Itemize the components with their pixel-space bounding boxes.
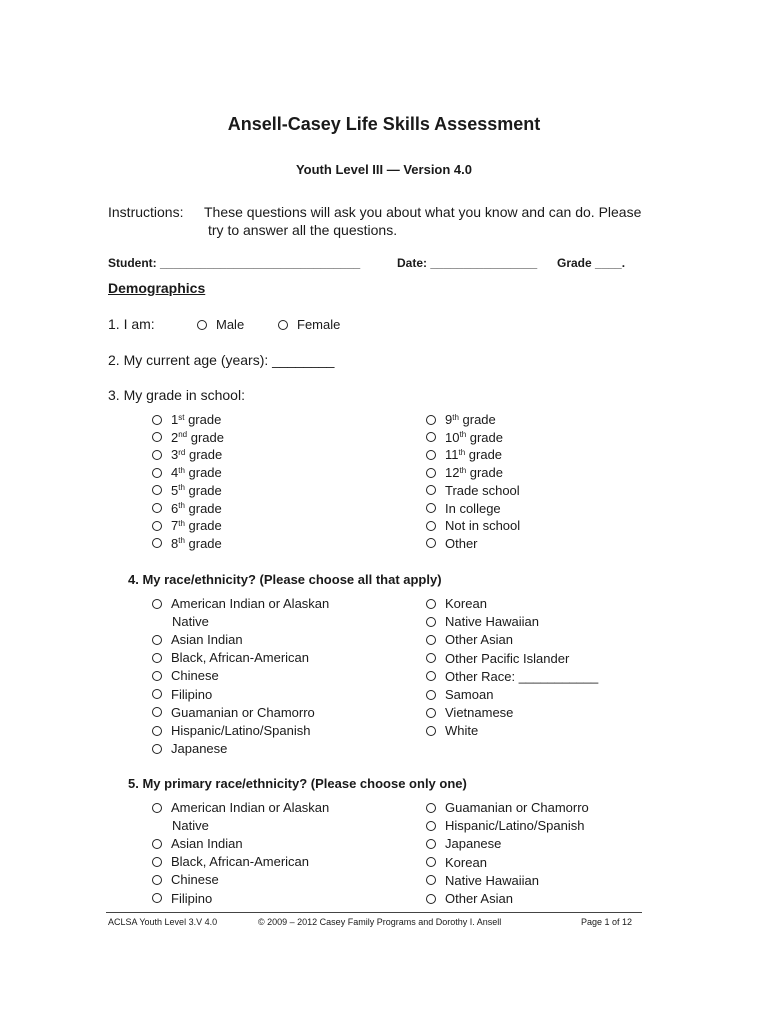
instructions-line-1: These questions will ask you about what you know and can do. Please [204, 204, 642, 220]
radio-icon[interactable] [426, 653, 436, 663]
radio-icon[interactable] [152, 485, 162, 495]
q5-option-american-indian-cont: Native [172, 818, 209, 833]
grade-field[interactable]: Grade ____. [557, 256, 626, 270]
q4-option-guamanian-or-chamorro[interactable]: Guamanian or Chamorro [152, 705, 315, 720]
q5-option-japanese[interactable]: Japanese [426, 836, 501, 851]
q5-option-hispanic-latino-spanish[interactable]: Hispanic/Latino/Spanish [426, 818, 584, 833]
radio-icon[interactable] [152, 521, 162, 531]
student-field[interactable]: Student: ______________________________ [108, 256, 361, 270]
q1-option-female[interactable]: Female [278, 317, 340, 332]
q3-option-7th-grade[interactable]: 7 $^{th}$ grade [152, 518, 222, 533]
radio-icon[interactable] [426, 726, 436, 736]
q4-option-chinese[interactable]: Chinese [152, 668, 219, 683]
q4-option-white[interactable]: White [426, 723, 478, 738]
q5-option-filipino[interactable]: Filipino [152, 891, 212, 906]
q4-option-hispanic-latino-spanish[interactable]: Hispanic/Latino/Spanish [152, 723, 310, 738]
q4-option-other-race[interactable]: Other Race: ___________ [426, 669, 598, 684]
radio-icon[interactable] [426, 468, 436, 478]
footer-page-number: Page 1 of 12 [581, 917, 633, 927]
q3-option-trade-school[interactable]: Trade school [426, 483, 520, 498]
radio-icon[interactable] [426, 821, 436, 831]
radio-icon[interactable] [426, 432, 436, 442]
document-subtitle: Youth Level III — Version 4.0 [295, 162, 473, 177]
q4-option-other-asian[interactable]: Other Asian [426, 632, 513, 647]
q3-option-9th-grade[interactable]: 9 $^{th}$ grade [426, 412, 496, 427]
radio-icon[interactable] [152, 538, 162, 548]
q5-option-chinese[interactable]: Chinese [152, 872, 219, 887]
q5-option-black-african-american[interactable]: Black, African-American [152, 854, 309, 869]
instructions-line-2: try to answer all the questions. [208, 222, 398, 238]
q3-option-other[interactable]: Other [426, 536, 478, 551]
radio-icon[interactable] [152, 893, 162, 903]
radio-icon[interactable] [278, 320, 288, 330]
q4-option-american-indian-cont: Native [172, 614, 209, 629]
q4-option-filipino[interactable]: Filipino [152, 687, 212, 702]
q1-option-male[interactable]: Male [197, 317, 244, 332]
document-title: Ansell-Casey Life Skills Assessment [227, 114, 541, 134]
radio-icon[interactable] [426, 599, 436, 609]
radio-icon[interactable] [426, 485, 436, 495]
radio-icon[interactable] [426, 521, 436, 531]
q1-label: 1. I am: [108, 316, 155, 332]
q4-option-korean[interactable]: Korean [426, 596, 487, 611]
q5-option-american-indian[interactable]: American Indian or Alaskan [152, 800, 329, 815]
q4-option-japanese[interactable]: Japanese [152, 741, 227, 756]
q4-label: 4. My race/ethnicity? (Please choose all that apply) [128, 572, 442, 587]
q4-option-american-indian[interactable]: American Indian or Alaskan [152, 596, 329, 611]
q3-option-10th-grade[interactable]: 10 $^{th}$ grade [426, 430, 503, 445]
radio-icon[interactable] [426, 538, 436, 548]
q3-option-1st-grade[interactable]: 1 $^{st}$ grade [152, 412, 221, 427]
radio-icon[interactable] [152, 875, 162, 885]
radio-icon[interactable] [426, 803, 436, 813]
radio-icon[interactable] [426, 671, 436, 681]
radio-icon[interactable] [426, 415, 436, 425]
radio-icon[interactable] [152, 599, 162, 609]
radio-icon[interactable] [152, 415, 162, 425]
section-heading-demographics: Demographics [108, 280, 206, 296]
q4-option-other-pacific-islander[interactable]: Other Pacific Islander [426, 651, 569, 666]
radio-icon[interactable] [197, 320, 207, 330]
q3-option-11th-grade[interactable]: 11 $^{th}$ grade [426, 447, 502, 462]
q3-option-in-college[interactable]: In college [426, 501, 501, 516]
radio-icon[interactable] [152, 689, 162, 699]
radio-icon[interactable] [426, 857, 436, 867]
q3-option-8th-grade[interactable]: 8 $^{th}$ grade [152, 536, 222, 551]
radio-icon[interactable] [152, 707, 162, 717]
radio-icon[interactable] [152, 432, 162, 442]
radio-icon[interactable] [152, 744, 162, 754]
radio-icon[interactable] [426, 635, 436, 645]
q4-option-black-african-american[interactable]: Black, African-American [152, 650, 309, 665]
radio-icon[interactable] [426, 503, 436, 513]
date-field[interactable]: Date: ________________ [397, 256, 538, 270]
q3-option-not-in-school[interactable]: Not in school [426, 518, 520, 533]
radio-icon[interactable] [152, 503, 162, 513]
q3-option-3rd-grade[interactable]: 3 $^{rd}$ grade [152, 447, 222, 462]
radio-icon[interactable] [426, 690, 436, 700]
q3-option-12th-grade[interactable]: 12 $^{th}$ grade [426, 465, 503, 480]
q3-option-2nd-grade[interactable]: 2 $^{nd}$ grade [152, 430, 224, 445]
q5-option-asian-indian[interactable]: Asian Indian [152, 836, 243, 851]
q5-option-other-asian[interactable]: Other Asian [426, 891, 513, 906]
radio-icon[interactable] [426, 450, 436, 460]
instructions-label: Instructions: [108, 204, 184, 220]
radio-icon[interactable] [152, 857, 162, 867]
radio-icon[interactable] [152, 803, 162, 813]
radio-icon[interactable] [426, 894, 436, 904]
radio-icon[interactable] [152, 635, 162, 645]
radio-icon[interactable] [426, 617, 436, 627]
q4-option-asian-indian[interactable]: Asian Indian [152, 632, 243, 647]
q3-label: 3. My grade in school: [108, 387, 245, 403]
q5-label: 5. My primary race/ethnicity? (Please choose only one) [128, 776, 467, 791]
radio-icon[interactable] [426, 875, 436, 885]
q2-label: 2. My current age (years): ________ [108, 352, 335, 368]
radio-icon[interactable] [152, 450, 162, 460]
radio-icon[interactable] [152, 468, 162, 478]
footer-copyright: © 2009 – 2012 Casey Family Programs and Dorothy I. Ansell [258, 917, 502, 927]
q4-option-vietnamese[interactable]: Vietnamese [426, 705, 513, 720]
q5-option-korean[interactable]: Korean [426, 855, 487, 870]
radio-icon[interactable] [152, 671, 162, 681]
q3-option-4th-grade[interactable]: 4 $^{th}$ grade [152, 465, 222, 480]
q3-option-6th-grade[interactable]: 6 $^{th}$ grade [152, 501, 222, 516]
footer-left: ACLSA Youth Level 3.V 4.0 [108, 917, 218, 927]
radio-icon[interactable] [152, 726, 162, 736]
footer-divider [106, 912, 642, 913]
q4-option-samoan[interactable]: Samoan [426, 687, 493, 702]
radio-icon[interactable] [426, 839, 436, 849]
radio-icon[interactable] [152, 653, 162, 663]
q5-option-guamanian-or-chamorro[interactable]: Guamanian or Chamorro [426, 800, 589, 815]
q4-option-native-hawaiian[interactable]: Native Hawaiian [426, 614, 539, 629]
radio-icon[interactable] [152, 839, 162, 849]
q5-option-native-hawaiian[interactable]: Native Hawaiian [426, 873, 539, 888]
q3-option-5th-grade[interactable]: 5 $^{th}$ grade [152, 483, 222, 498]
radio-icon[interactable] [426, 708, 436, 718]
